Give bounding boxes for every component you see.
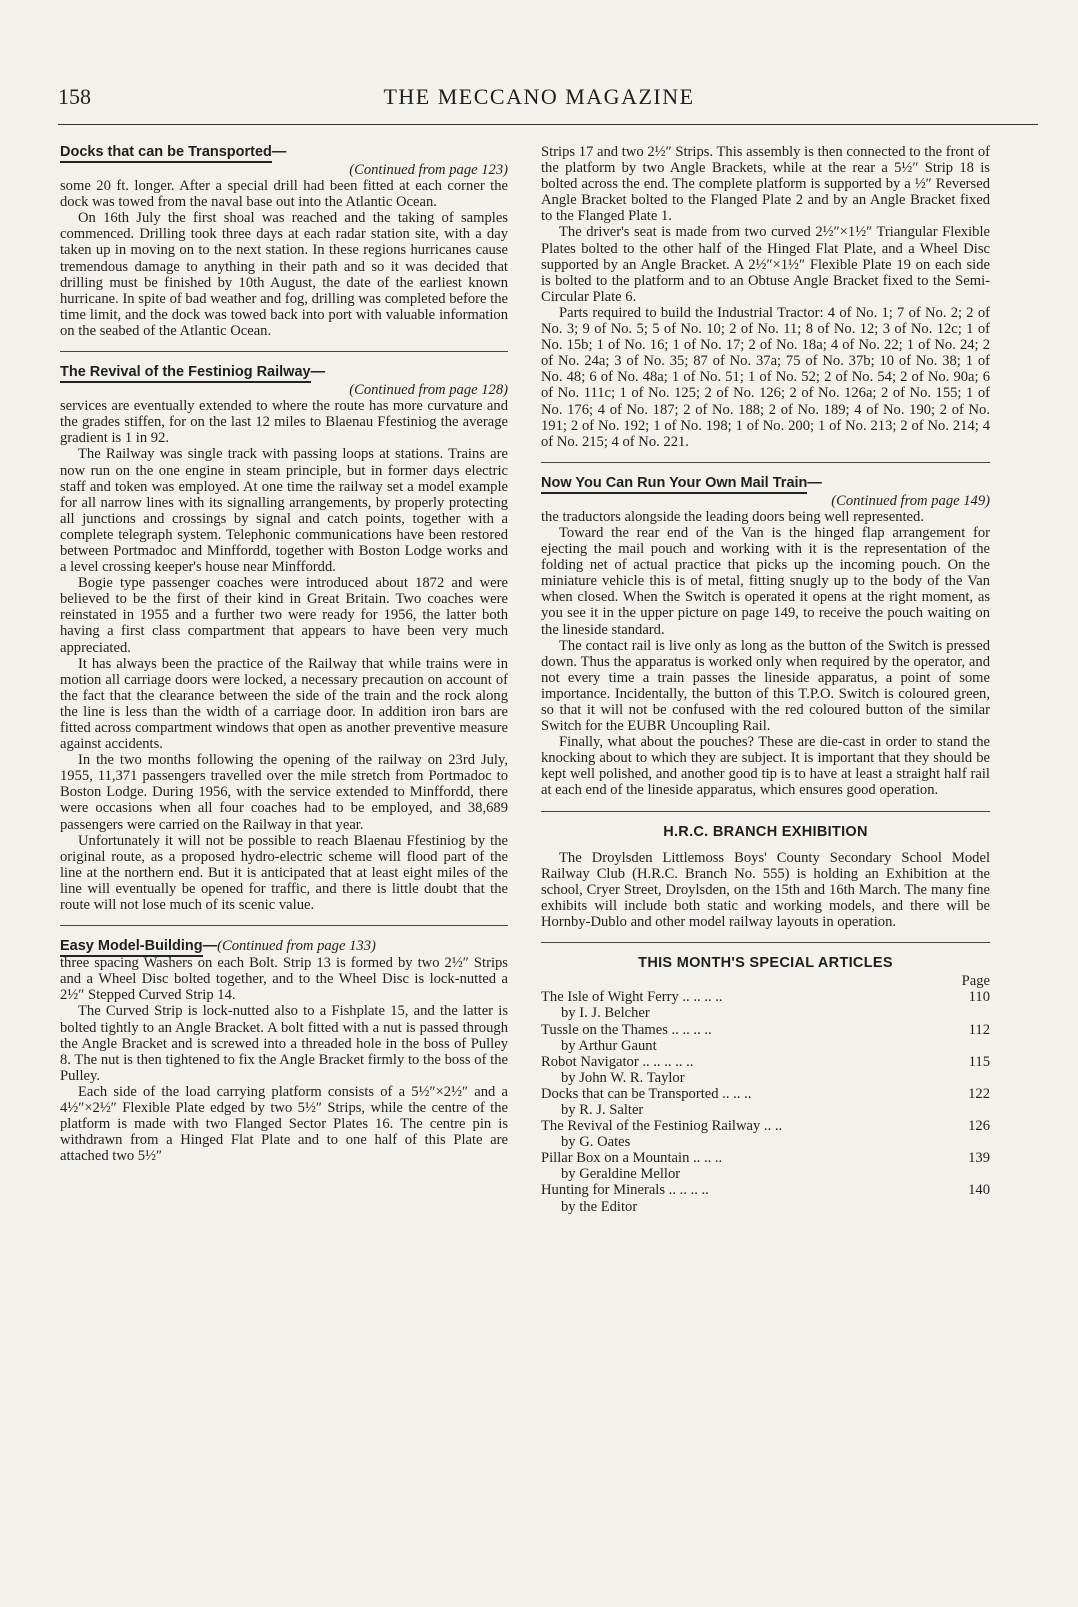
toc-page: 122 [968, 1085, 990, 1102]
toc-author: by G. Oates [561, 1134, 631, 1151]
toc-page: 140 [968, 1182, 990, 1199]
section-title: Easy Model-Building—(Continued from page 133) [60, 938, 508, 955]
paragraph: The driver's seat is made from two curved 2½″×1½″ Triangular Flexible Plates bolted to the other half of the Hinged Flat Plate, and a Wheel Disc supported by an Angle Bracket. A 2½″×1½″ Flexible Plate 19 on each side is bolted to the platform and to an Obtuse Angle Bracket fixed to the Semi-Circular Plate 6. [541, 224, 990, 305]
page-column-label: Page [961, 973, 990, 990]
toc-title: Pillar Box on a Mountain .. .. .. [541, 1150, 723, 1167]
paragraph: The Droylsden Littlemoss Boys' County Secondary School Model Railway Club (H.R.C. Branch No. 555) is holding an Exhibition at the school, Cryer Street, Droylsden, on the 15th and 16th March. The many fine exhibits will include both static and working models, and there will be Hornby-Dublo and other model railway layouts in operation. [541, 849, 990, 931]
toc-author: by John W. R. Taylor [561, 1069, 685, 1086]
article-easy-model-building-cont [541, 144, 990, 450]
article-mail-train [541, 475, 990, 799]
toc-page: 110 [968, 989, 990, 1006]
hrc-exhibition [541, 824, 990, 931]
toc-entry [541, 1054, 990, 1086]
paragraph: It has always been the practice of the Railway that while trains were in motion all carriage doors were locked, a necessary precaution on account of the fact that the clearance between the side of the train and the rock along the line is less than the width of a carriage door. In addition iron bars are fitted across compartment windows that open as another preventive measure against accidents. [60, 655, 508, 753]
paragraph: The Railway was single track with passing loops at stations. Trains are now run on the one engine in steam principle, but in former days electric staff and token was employed. At one time the railway set a model example for all narrow lines with its signalling arrangements, by properly protecting all junctions and crossings by signal and catch points, together with a complete telegraph system. Telephonic communications have been restored between Portmadoc and Minffordd, together with Boston Lodge works and a level crossing keeper's house near Minffordd. [60, 446, 508, 576]
toc-title: The Revival of the Festiniog Railway .. .. [541, 1118, 783, 1135]
section-title: The Revival of the Festiniog Railway— [60, 364, 508, 381]
section-divider [541, 942, 990, 943]
toc-title: The Isle of Wight Ferry .. .. .. .. [541, 989, 723, 1006]
continued-note: (Continued from page 123) [349, 162, 508, 178]
section-title: THIS MONTH'S SPECIAL ARTICLES [638, 955, 893, 972]
paragraph: Strips 17 and two 2½″ Strips. This assembly is then connected to the front of the platform by two Angle Brackets, while at the rear a 5½″ Strip 18 is bolted across the end. The complete platform is supported by a ½″ Reversed Angle Bracket bolted to the Flanged Plate 2 and by an Angle Bracket fixed to the Flanged Plate 1. [541, 144, 990, 225]
paragraph: Bogie type passenger coaches were introduced about 1872 and were believed to be the first of their kind in Great Britain. Two coaches were reinstated in 1955 and a further two were ready for 1956, the latter both having a first class compartment that appears to have been very much appreciated. [60, 575, 508, 656]
section-divider [60, 351, 508, 352]
paragraph: On 16th July the first shoal was reached and the taking of samples commenced. Drilling took three days at each radar station site, with a day taken up in moving on to the next station. In these regions hurricanes cause tremendous damage to anything in their path and so it was decided that drilling must be finished by 10th August, the date of the earliest known hurricane. In spite of bad weather and fog, drilling was completed before the time limit, and the dock was towed back into port with valuable information on the seabed of the Atlantic Ocean. [60, 210, 508, 339]
toc-title: Tussle on the Thames .. .. .. .. [541, 1021, 712, 1038]
special-articles-contents [541, 955, 990, 1215]
continued-note: (Continued from page 128) [349, 382, 508, 399]
section-divider [541, 462, 990, 463]
parts-list: Parts required to build the Industrial Tractor: 4 of No. 1; 7 of No. 2; 2 of No. 3; 9 of No. 5; 5 of No. 10; 2 of No. 11; 8 of No. 12; 3 of No. 12c; 1 of No. 15b; 1 of No. 16; 1 of No. 17; 2 of No. 18a; 4 of No. 22; 1 of No. 24; 2 of No. 24a; 3 of No. 35; 87 of No. 37a; 75 of No. 37b; 10 of No. 38; 1 of No. 48; 6 of No. 48a; 1 of No. 51; 1 of No. 52; 2 of No. 54; 2 of No. 90a; 6 of No. 111c; 1 of No. 125; 2 of No. 126; 2 of No. 126a; 2 of No. 155; 1 of No. 176; 4 of No. 187; 2 of No. 188; 2 of No. 189; 4 of No. 190; 2 of No. 191; 2 of No. 192; 1 of No. 198; 1 of No. 200; 1 of No. 213; 2 of No. 214; 4 of No. 215; 4 of No. 221. [541, 304, 990, 450]
header-rule [58, 124, 1038, 125]
toc-entry [541, 1022, 990, 1054]
toc-author: by R. J. Salter [561, 1101, 644, 1118]
paragraph: the traductors alongside the leading doors being well represented. [541, 508, 924, 525]
continued-note: (Continued from page 133) [217, 938, 376, 955]
paragraph: Finally, what about the pouches? These are die-cast in order to stand the knocking about to which they are subject. It is important that they should be kept well polished, and another good tip is to have at least a straight half rail at each end of the lineside apparatus, which ensures good operation. [541, 734, 990, 799]
paragraph: Toward the rear end of the Van is the hinged flap arrangement for ejecting the mail pouch and working with it is the representation of the folding net of actual practice that picks up the incoming pouch. On the miniature vehicle this is of metal, fitting snugly up to the body of the Van when closed. When the Switch is operated it opens at the right moment, as you see it in the upper picture on page 149, to receive the pouch waiting on the lineside standard. [541, 524, 990, 638]
magazine-title: THE MECCANO MAGAZINE [383, 84, 695, 109]
toc-entry [541, 989, 990, 1021]
section-divider [541, 811, 990, 812]
toc-author: by Geraldine Mellor [561, 1166, 681, 1183]
left-column [60, 144, 508, 1164]
toc-entry [541, 1086, 990, 1118]
toc-author: by Arthur Gaunt [561, 1037, 657, 1054]
paragraph: services are eventually extended to where the route has more curvature and the grades stiffen, for on the last 12 miles to Blaenau Ffestiniog the average gradient is 1 in 92. [60, 398, 508, 447]
toc-page: 126 [968, 1118, 990, 1135]
paragraph: In the two months following the opening of the railway on 23rd July, 1955, 11,371 passengers travelled over the mile stretch from Portmadoc to Boston Lodge. During 1956, with the service extended to Minffordd, there were occasions when all four coaches had to be employed, and 38,689 passengers were carried on the Railway in that year. [60, 752, 508, 833]
section-title: Docks that can be Transported— [60, 144, 508, 161]
section-title: Now You Can Run Your Own Mail Train— [541, 475, 990, 492]
toc-entry [541, 1182, 990, 1214]
paragraph: some 20 ft. longer. After a special drill had been fitted at each corner the dock was towed from the naval base out into the Atlantic Ocean. [60, 178, 508, 211]
section-title: H.R.C. BRANCH EXHIBITION [663, 823, 868, 840]
section-divider [60, 925, 508, 926]
article-easy-model-building [60, 938, 508, 1164]
page-number: 158 [58, 84, 91, 109]
toc-author: by the Editor [561, 1198, 638, 1215]
toc-title: Hunting for Minerals .. .. .. .. [541, 1182, 709, 1199]
toc-entry [541, 1150, 990, 1182]
right-column [541, 144, 990, 1215]
toc-author: by I. J. Belcher [561, 1005, 650, 1022]
paragraph: The Curved Strip is lock-nutted also to a Fishplate 15, and the latter is bolted tightly to an Angle Bracket. A bolt fitted with a nut is passed through the Angle Bracket and is screwed into a threaded hole in the boss of Pulley 8. The nut is then tightened to fix the Angle Bracket firmly to the boss of the Pulley. [60, 1003, 508, 1084]
article-docks [60, 144, 508, 339]
paragraph: Each side of the load carrying platform consists of a 5½″×2½″ and a 4½″×2½″ Flexible Plate edged by two 5½″ Strips, while the centre of the platform is made with two Flanged Sector Plates 16. The centre pin is withdrawn from a Hinged Flat Plate and to one half of this Plate are attached two 5½″ [60, 1083, 508, 1165]
toc-title: Robot Navigator .. .. .. .. .. [541, 1053, 694, 1070]
paragraph: Unfortunately it will not be possible to reach Blaenau Ffestiniog by the original route, as a proposed hydro-electric scheme will flood part of the line at the northern end. But it is anticipated that at least eight miles of the line will eventually be opened for traffic, and there is little doubt that the route will not lose much of its scenic value. [60, 832, 508, 914]
paragraph: The contact rail is live only as long as the button of the Switch is pressed down. Thus the apparatus is worked only when required by the operator, and not every time a train passes the lineside apparatus, a point of some importance. Incidentally, the button of this T.P.O. Switch is coloured green, so that it will not be confused with the red coloured button of the similar Switch for the EUBR Uncoupling Rail. [541, 637, 990, 735]
toc-page: 139 [968, 1150, 990, 1167]
toc-page: 112 [968, 1021, 990, 1038]
toc-entry [541, 1118, 990, 1150]
paragraph: three spacing Washers on each Bolt. Strip 13 is formed by two 2½″ Strips and a Wheel Disc bolted together, and to the Wheel Disc is lock-nutted a 2½″ Stepped Curved Strip 14. [60, 955, 508, 1004]
article-festiniog [60, 364, 508, 913]
toc-page: 115 [968, 1053, 990, 1070]
continued-note: (Continued from page 149) [831, 492, 990, 509]
toc-title: Docks that can be Transported .. .. .. [541, 1085, 752, 1102]
